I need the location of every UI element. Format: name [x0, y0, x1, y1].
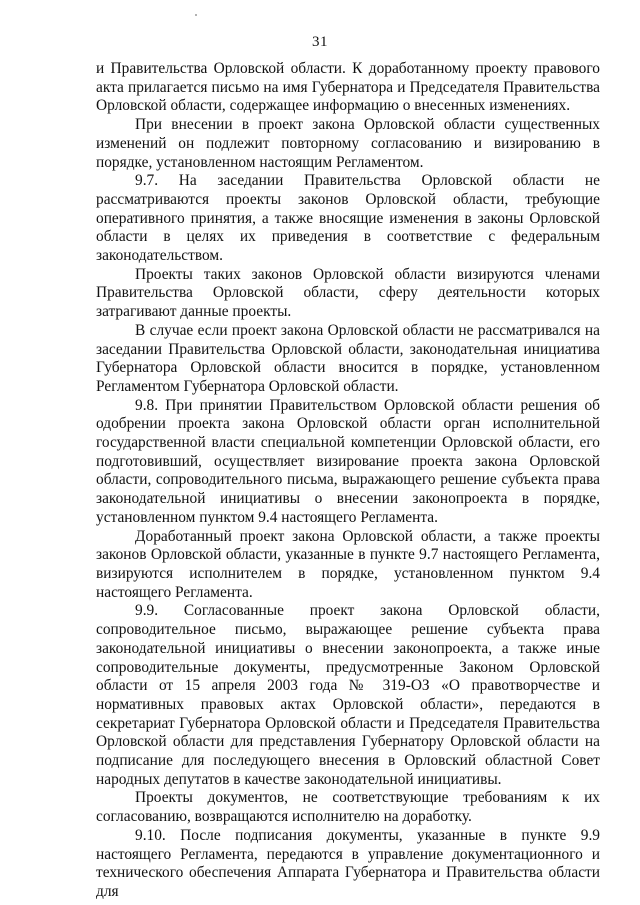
paragraph: и Правительства Орловской области. К доработанному проекту правового акта прилагается письмо на имя Губернатора и Председателя Правительства Орловской области, содержащее информацию о внесенных изменениях.	[96, 60, 600, 115]
paragraph: 9.7. На заседании Правительства Орловской области не рассматриваются проекты законов Орловской области, требующие оперативного принятия, а также вносящие изменения в законы Орловской области в целях их приведения в соответствие с федеральным законодательством.	[96, 172, 600, 265]
paragraph: 9.8. При принятии Правительством Орловской области решения об одобрении проекта закона Орловской области орган исполнительной государственной власти специальной компетенции Орловской области, его подготовивший, осуществляет визирование проекта закона Орловской области, сопроводительного письма, выражающего решение субъекта права законодательной инициативы о внесении законопроекта в порядке, установленном пунктом 9.4 настоящего Регламента.	[96, 396, 600, 526]
paragraph: При внесении в проект закона Орловской области существенных изменений он подлежит повторному согласованию и визированию в порядке, установленном настоящим Регламентом.	[96, 116, 600, 171]
paragraph: Проекты документов, не соответствующие требованиям к их согласованию, возвращаются исполнителю на доработку.	[96, 789, 600, 826]
page-number: 31	[312, 34, 328, 50]
paragraph: Проекты таких законов Орловской области визируются членами Правительства Орловской области, сферу деятельности которых затрагивают данные проекты.	[96, 265, 600, 321]
paragraph: Доработанный проект закона Орловской области, а также проекты законов Орловской области, указанные в пункте 9.7 настоящего Регламента, визируются исполнителем в порядке, установленном пунктом 9.4 настоящего Регламента.	[96, 527, 600, 601]
scan-speck	[195, 14, 197, 16]
paragraph: 9.9. Согласованные проект закона Орловской области, сопроводительное письмо, выражающее решение субъекта права законодательной инициативы о внесении законопроекта, а также иные сопроводительные документы, предусмотренные Законом Орловской области от 15 апреля 2003 года № 319-ОЗ «О правотворчестве и нормативных правовых актах Орловской области», передаются в секретариат Губернатора Орловской области и Председателя Правительства Орловской области для представления Губернатору Орловской области на подписание для последующего внесения в Орловский областной Совет народных депутатов в качестве законодательной инициативы.	[96, 602, 600, 788]
document-body	[96, 60, 600, 902]
paragraph: В случае если проект закона Орловской области не рассматривался на заседании Правительства Орловской области, законодательная инициатива Губернатора Орловской области вносится в порядке, установленном Регламентом Губернатора Орловской области.	[96, 321, 600, 395]
paragraph: 9.10. После подписания документы, указанные в пункте 9.9 настоящего Регламента, передаются в управление документационного и технического обеспечения Аппарата Губернатора и Правительства области для	[96, 826, 600, 900]
